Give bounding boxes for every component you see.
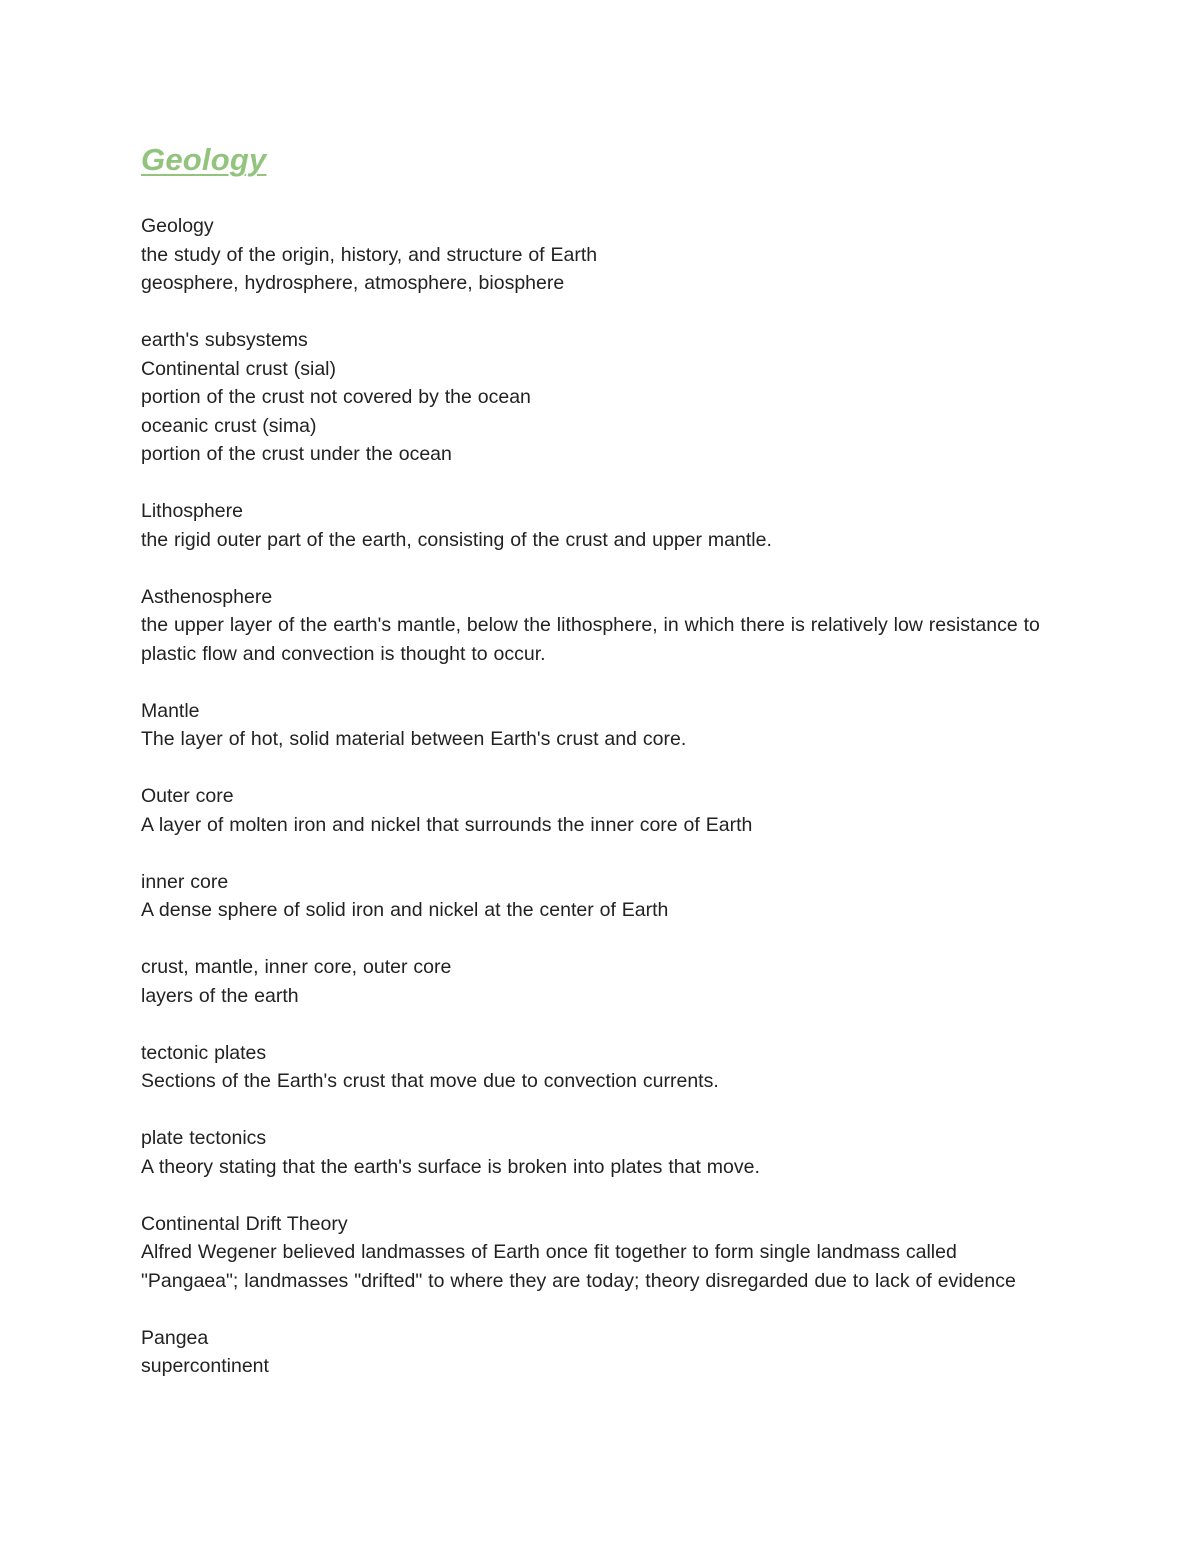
glossary-entry <box>141 1124 1051 1181</box>
entry-definition-line: portion of the crust under the ocean <box>141 443 452 465</box>
entry-definition-line: the study of the origin, history, and structure of Earth <box>141 243 598 266</box>
glossary-entry <box>141 1324 1051 1381</box>
entry-definition-line: oceanic crust (sima) <box>141 414 317 437</box>
entry-term: Asthenosphere <box>141 585 273 608</box>
entry-term: Continental Drift Theory <box>141 1212 348 1235</box>
entry-term: crust, mantle, inner core, outer core <box>141 956 452 978</box>
entries-list <box>141 212 1051 1381</box>
entry-definition-line: Continental crust (sial) <box>141 357 336 380</box>
glossary-entry <box>141 953 1051 1010</box>
entry-definition-line: Alfred Wegener believed landmasses of Earth once fit together to form single landmass called "Pangaea"; landmasses "drifted" to where they are today; theory disregarded due to lack of evidence <box>141 1241 1016 1292</box>
glossary-entry <box>141 1039 1051 1096</box>
entry-term: Geology <box>141 215 214 237</box>
entry-definition-line: geosphere, hydrosphere, atmosphere, biosphere <box>141 272 565 294</box>
glossary-entry <box>141 497 1051 554</box>
glossary-entry <box>141 212 1051 298</box>
glossary-entry <box>141 1210 1051 1296</box>
entry-definition-line: The layer of hot, solid material between Earth's crust and core. <box>141 728 687 750</box>
glossary-entry <box>141 782 1051 839</box>
entry-term: inner core <box>141 870 229 893</box>
entry-term: tectonic plates <box>141 1041 267 1064</box>
entry-definition-line: A theory stating that the earth's surface is broken into plates that move. <box>141 1155 760 1178</box>
glossary-entry <box>141 583 1051 669</box>
page-title: Geology <box>141 142 267 177</box>
entry-definition-line: supercontinent <box>141 1355 269 1377</box>
entry-definition-line: portion of the crust not covered by the ocean <box>141 386 531 408</box>
entry-term: Pangea <box>141 1326 209 1349</box>
entry-term: Lithosphere <box>141 500 243 522</box>
entry-term: plate tectonics <box>141 1127 267 1149</box>
entry-definition-line: layers of the earth <box>141 984 299 1007</box>
document-page <box>141 140 1051 1409</box>
entry-definition-line: Sections of the Earth's crust that move due to convection currents. <box>141 1070 719 1092</box>
entry-definition-line: A layer of molten iron and nickel that surrounds the inner core of Earth <box>141 813 753 836</box>
entry-term: earth's subsystems <box>141 329 308 351</box>
glossary-entry <box>141 326 1051 469</box>
entry-definition-line: the rigid outer part of the earth, consisting of the crust and upper mantle. <box>141 528 772 551</box>
entry-definition-line: the upper layer of the earth's mantle, below the lithosphere, in which there is relatively low resistance to plastic flow and convection is thought to occur. <box>141 614 1040 665</box>
glossary-entry <box>141 697 1051 754</box>
entry-term: Mantle <box>141 699 200 722</box>
entry-definition-line: A dense sphere of solid iron and nickel at the center of Earth <box>141 899 669 921</box>
glossary-entry <box>141 868 1051 925</box>
entry-term: Outer core <box>141 785 234 807</box>
